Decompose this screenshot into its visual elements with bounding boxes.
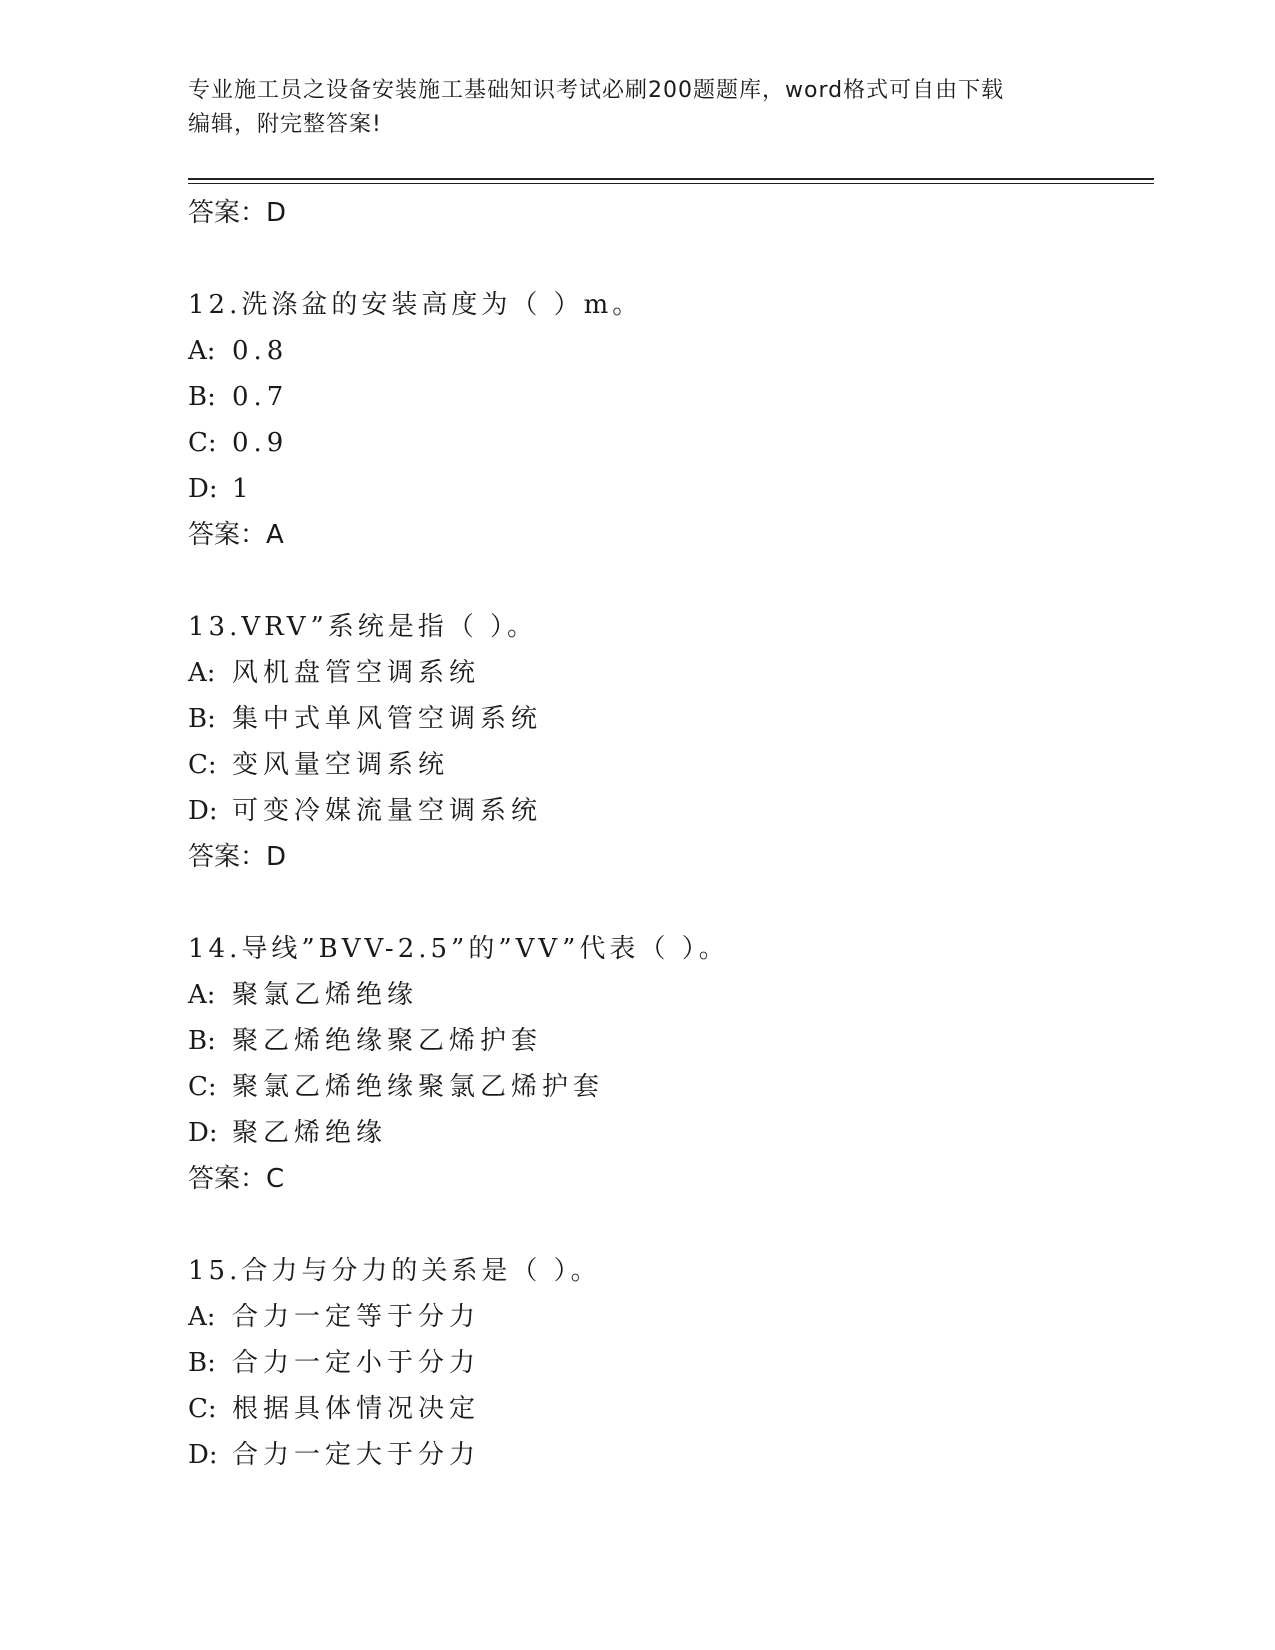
option-d: D: 1 — [188, 474, 254, 504]
option-d: D: 可变冷媒流量空调系统 — [188, 796, 543, 826]
option-a: A: 0.8 — [188, 336, 289, 366]
question-block — [188, 1248, 1168, 1478]
question-block — [188, 604, 1168, 880]
header-title-line-2: 编辑，附完整答案! — [188, 112, 382, 137]
document-header — [188, 74, 1088, 142]
option-d: D: 合力一定大于分力 — [188, 1440, 481, 1470]
spacer — [188, 558, 1168, 604]
previous-answer: 答案：D — [188, 198, 287, 228]
option-b: B: 集中式单风管空调系统 — [188, 704, 543, 734]
option-c: C: 根据具体情况决定 — [188, 1394, 481, 1424]
option-a: A: 合力一定等于分力 — [188, 1302, 481, 1332]
header-divider-thin — [188, 183, 1154, 184]
header-title-line-1: 专业施工员之设备安装施工基础知识考试必刷200题题库，word格式可自由下载 — [188, 78, 1005, 103]
spacer — [188, 1202, 1168, 1248]
spacer — [188, 236, 1168, 282]
option-c: C: 0.9 — [188, 428, 289, 458]
spacer — [188, 880, 1168, 926]
answer-line: 答案：A — [188, 520, 284, 550]
question-list — [188, 190, 1168, 1478]
answer-line: 答案：C — [188, 1164, 285, 1194]
option-a: A: 聚氯乙烯绝缘 — [188, 980, 419, 1010]
option-a: A: 风机盘管空调系统 — [188, 658, 481, 688]
question-text: 12.洗涤盆的安装高度为（ ）m。 — [188, 290, 643, 320]
question-text: 13.VRV”系统是指（ ）。 — [188, 612, 538, 642]
answer-line: 答案：D — [188, 842, 287, 872]
option-b: B: 聚乙烯绝缘聚乙烯护套 — [188, 1026, 543, 1056]
question-text: 15.合力与分力的关系是（ ）。 — [188, 1256, 601, 1286]
question-block — [188, 926, 1168, 1202]
option-b: B: 合力一定小于分力 — [188, 1348, 481, 1378]
question-text: 14.导线”BVV-2.5”的”VV”代表（ ）。 — [188, 934, 729, 964]
question-block — [188, 282, 1168, 558]
option-b: B: 0.7 — [188, 382, 289, 412]
option-c: C: 变风量空调系统 — [188, 750, 450, 780]
option-d: D: 聚乙烯绝缘 — [188, 1118, 388, 1148]
header-divider-thick — [188, 178, 1154, 180]
option-c: C: 聚氯乙烯绝缘聚氯乙烯护套 — [188, 1072, 605, 1102]
